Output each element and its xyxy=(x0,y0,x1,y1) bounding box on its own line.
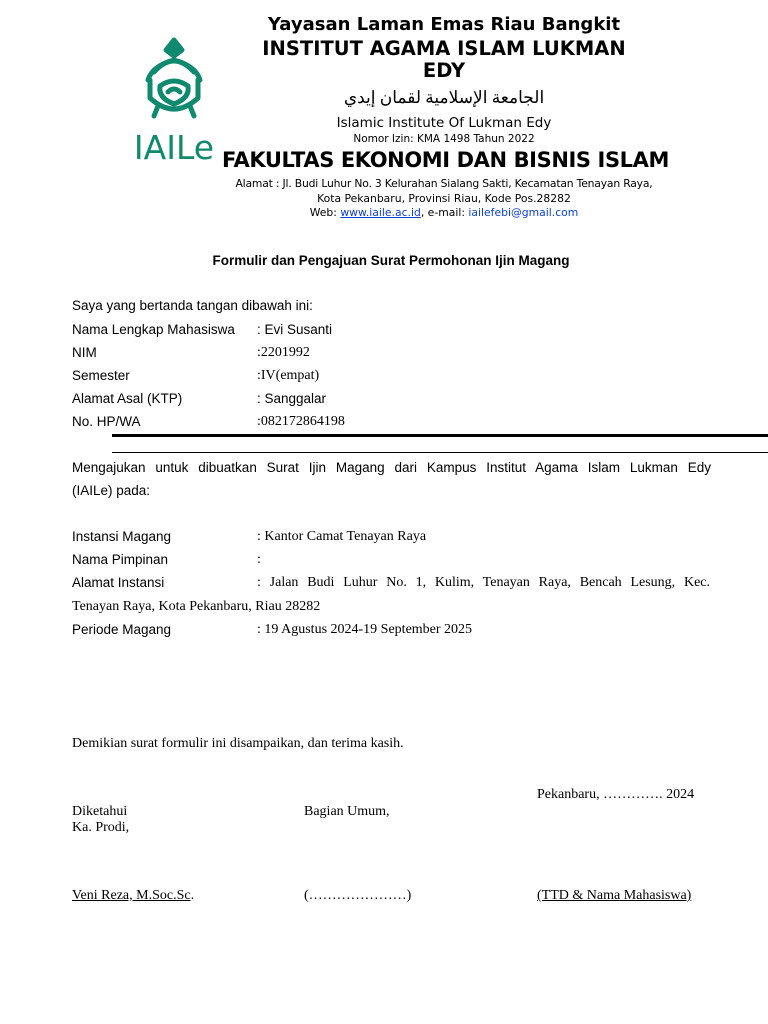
left-signatory-name xyxy=(72,888,194,904)
ka-prodi-name-dot: . xyxy=(190,888,195,903)
semester-value: :IV(empat) xyxy=(257,368,320,383)
phone-label: No. HP/WA xyxy=(72,414,141,429)
email-address[interactable]: iailefebi@gmail.com xyxy=(468,206,579,219)
periode-label: Periode Magang xyxy=(72,622,172,637)
semester-label: Semester xyxy=(72,368,130,383)
contact-line xyxy=(218,206,670,219)
intro-text: Saya yang bertanda tangan dibawah ini: xyxy=(72,298,313,313)
ka-prodi-name: Veni Reza, M.Soc.Sc xyxy=(72,888,191,903)
svg-text:IAILe: IAILe xyxy=(133,128,215,164)
form-title: Formulir dan Pengajuan Surat Permohonan Ijin Magang xyxy=(212,253,570,268)
faculty-name: FAKULTAS EKONOMI DAN BISNIS ISLAM xyxy=(222,148,670,172)
divider-thin xyxy=(112,452,768,453)
nim-value: :2201992 xyxy=(257,345,310,360)
web-label: Web: xyxy=(309,206,341,219)
instansi-value: : Kantor Camat Tenayan Raya xyxy=(257,529,427,544)
permit-number: Nomor Izin: KMA 1498 Tahun 2022 xyxy=(353,133,535,145)
address-line2: Kota Pekanbaru, Provinsi Riau, Kode Pos.28282 xyxy=(317,192,571,205)
phone-value: :082172864198 xyxy=(257,414,345,429)
left-signatory-title2: Ka. Prodi, xyxy=(72,820,130,835)
home-address-value: : Sanggalar xyxy=(257,391,327,406)
mosque-emblem-icon xyxy=(114,36,234,164)
home-address-label: Alamat Asal (KTP) xyxy=(72,391,183,406)
pimpinan-value: : xyxy=(257,552,261,567)
foundation-name: Yayasan Laman Emas Riau Bangkit xyxy=(267,14,621,35)
address-line1: Alamat : Jl. Budi Luhur No. 3 Kelurahan Sialang Sakti, Kecamatan Tenayan Raya, xyxy=(235,177,653,190)
nim-label: NIM xyxy=(72,345,97,360)
alamat-instansi-label: Alamat Instansi xyxy=(72,575,165,590)
alamat-instansi-value: : Jalan Budi Luhur No. 1, Kulim, Tenayan Raya, Bencah Lesung, Kec. xyxy=(257,575,710,590)
instansi-label: Instansi Magang xyxy=(72,529,172,544)
place-date: Pekanbaru, …………. 2024 xyxy=(537,787,695,802)
english-name: Islamic Institute Of Lukman Edy xyxy=(336,115,552,131)
student-signature: (TTD & Nama Mahasiswa) xyxy=(537,888,692,903)
website-link[interactable]: www.iaile.ac.id xyxy=(340,206,421,219)
institute-name-line1: INSTITUT AGAMA ISLAM LUKMAN xyxy=(262,37,626,60)
periode-value: : 19 Agustus 2024-19 September 2025 xyxy=(257,622,473,637)
middle-signatory-name: (…………………) xyxy=(304,888,412,903)
alamat-instansi-cont: Tenayan Raya, Kota Pekanbaru, Riau 28282 xyxy=(72,599,321,614)
student-name-label: Nama Lengkap Mahasiswa xyxy=(72,322,235,337)
student-name-value: : Evi Susanti xyxy=(257,322,333,337)
institute-name-line2: EDY xyxy=(422,59,466,82)
left-signatory-title1: Diketahui xyxy=(72,804,128,819)
divider-thick xyxy=(112,434,768,437)
email-label: , e-mail: xyxy=(420,206,469,219)
arabic-name: الجامعة الإسلامية لقمان إيدي xyxy=(343,88,545,107)
request-text-line1: Mengajukan untuk dibuatkan Surat Ijin Magang dari Kampus Institut Agama Islam Lukman Edy xyxy=(72,460,711,475)
closing-text: Demikian surat formulir ini disampaikan, dan terima kasih. xyxy=(72,736,404,751)
institution-logo xyxy=(114,36,234,164)
request-text-line2: (IAILe) pada: xyxy=(72,483,151,498)
pimpinan-label: Nama Pimpinan xyxy=(72,552,169,567)
middle-signatory-title: Bagian Umum, xyxy=(304,804,390,819)
